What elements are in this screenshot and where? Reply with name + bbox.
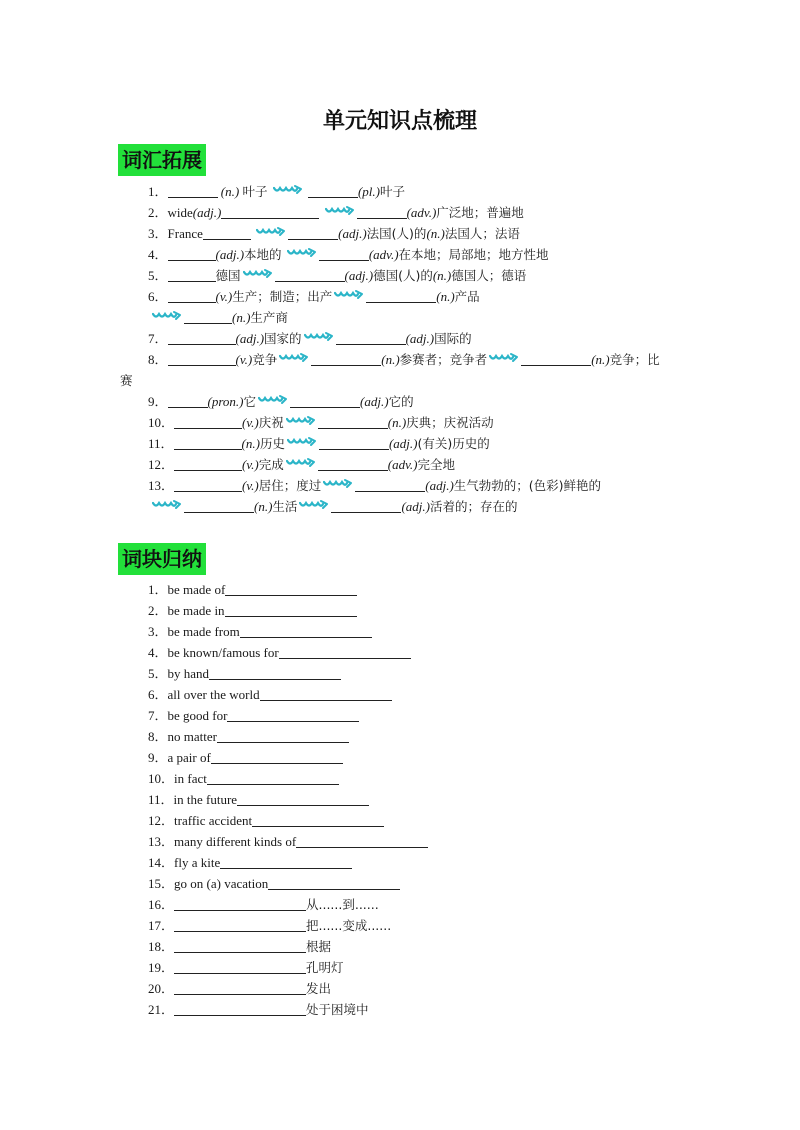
answer-blank[interactable] (168, 288, 216, 303)
meaning-text: 广泛地；普遍地 (436, 205, 524, 220)
vocab-item-13 (148, 475, 601, 496)
phrase-item-20 (148, 978, 331, 999)
phrase-item-11 (148, 789, 369, 810)
meaning-text: 竞争；比 (609, 352, 660, 367)
answer-blank[interactable] (319, 435, 389, 450)
answer-blank[interactable] (336, 330, 406, 345)
item-number: 2． (148, 603, 168, 618)
meaning-text: 活着的；存在的 (429, 499, 518, 514)
vocab-item-6-cont (150, 307, 288, 328)
answer-blank[interactable] (174, 959, 306, 974)
meaning-text: 居住；度过 (258, 478, 322, 493)
vocab-item-3 (148, 223, 520, 244)
meaning-text: 赛 (120, 373, 133, 388)
item-number: 3． (148, 226, 168, 241)
vocab-item-5 (148, 265, 526, 286)
item-number: 17． (148, 918, 175, 933)
section-heading-vocabulary: 词汇拓展 (118, 144, 206, 176)
part-of-speech: (v.) (215, 289, 233, 304)
meaning-text: 叶子 (242, 184, 268, 199)
part-of-speech: (v.) (242, 415, 259, 430)
answer-blank[interactable] (174, 896, 306, 911)
phrase-text: in the future (173, 792, 238, 807)
part-of-speech: (adj.) (235, 331, 265, 346)
answer-blank[interactable] (168, 393, 208, 408)
vocab-item-6 (148, 286, 480, 307)
phrase-item-3 (148, 621, 372, 642)
item-number: 13． (148, 478, 175, 493)
page-title: 单元知识点梳理 (322, 109, 477, 134)
part-of-speech: (adj.) (344, 268, 374, 283)
answer-blank[interactable] (318, 456, 388, 471)
phrase-item-7 (148, 705, 359, 726)
answer-blank[interactable] (311, 351, 381, 366)
phrase-text: in fact (174, 771, 207, 786)
part-of-speech: (n.) (387, 415, 407, 430)
answer-blank[interactable] (168, 246, 216, 261)
answer-blank[interactable] (221, 204, 319, 219)
answer-blank[interactable] (207, 770, 339, 785)
answer-blank[interactable] (174, 1001, 306, 1016)
item-number: 1． (148, 184, 168, 199)
vocab-item-13-cont (150, 496, 517, 517)
part-of-speech: (adj.) (192, 205, 222, 220)
phrase-text: be made of (167, 582, 226, 597)
item-number: 13． (148, 834, 175, 849)
answer-blank[interactable] (288, 225, 338, 240)
vocab-item-8-cont (120, 370, 133, 391)
wave-arrow-icon (287, 247, 317, 259)
item-number: 12． (148, 813, 175, 828)
part-of-speech: (n.) (381, 352, 400, 367)
phrase-text: by hand (167, 666, 210, 681)
part-of-speech: (pl.) (357, 184, 380, 199)
meaning-text: 叶子 (379, 184, 405, 199)
answer-blank[interactable] (225, 581, 357, 596)
phrase-text: no matter (167, 729, 217, 744)
phrase-text: be made from (167, 624, 240, 639)
wave-arrow-icon (299, 499, 329, 511)
vocab-item-7 (148, 328, 472, 349)
phrase-item-1 (148, 579, 357, 600)
item-number: 14． (148, 855, 175, 870)
meaning-text: 国家的 (264, 331, 302, 346)
meaning-text: 孔明灯 (306, 960, 344, 975)
part-of-speech: (adj.) (401, 499, 430, 514)
part-of-speech: (adv.) (406, 205, 437, 220)
wave-arrow-icon (323, 478, 353, 490)
part-of-speech: (n.) (220, 184, 240, 199)
answer-blank[interactable] (174, 414, 242, 429)
answer-blank[interactable] (211, 749, 343, 764)
phrase-item-13 (148, 831, 428, 852)
phrase-item-2 (148, 600, 357, 621)
answer-blank[interactable] (184, 498, 254, 513)
answer-blank[interactable] (209, 665, 341, 680)
answer-blank[interactable] (318, 414, 388, 429)
meaning-text: 德国人；德语 (451, 268, 527, 283)
meaning-text: 法国(人)的 (366, 226, 427, 241)
item-number: 11． (148, 436, 174, 451)
item-number: 12． (148, 457, 175, 472)
vocab-item-4 (148, 244, 549, 265)
item-number: 3． (148, 624, 168, 639)
meaning-text: 把......变成...... (306, 918, 392, 933)
meaning-text: 完全地 (417, 457, 455, 472)
meaning-text: 参赛者；竞争者 (399, 352, 488, 367)
wave-arrow-icon (286, 457, 316, 469)
meaning-text: 生产商 (250, 310, 288, 325)
meaning-text: 完成 (258, 457, 284, 472)
meaning-text: 生活 (272, 499, 298, 514)
item-number: 6． (148, 687, 168, 702)
part-of-speech: (n.) (254, 499, 273, 514)
wave-arrow-icon (325, 205, 355, 217)
item-number: 1． (148, 582, 168, 597)
phrase-text: many different kinds of (174, 834, 297, 849)
meaning-text: 庆祝 (258, 415, 284, 430)
phrase-text: be good for (167, 708, 228, 723)
part-of-speech: (v.) (235, 352, 253, 367)
phrase-item-8 (148, 726, 349, 747)
answer-blank[interactable] (174, 477, 242, 492)
meaning-text: (有关)历史的 (417, 436, 490, 451)
item-number: 5． (148, 666, 168, 681)
meaning-text: 庆典；庆祝活动 (406, 415, 494, 430)
item-number: 18． (148, 939, 175, 954)
item-number: 6． (148, 289, 168, 304)
item-number: 10． (148, 415, 175, 430)
answer-blank[interactable] (168, 330, 236, 345)
wave-arrow-icon (279, 352, 309, 364)
meaning-text: 法国人；法语 (444, 226, 520, 241)
part-of-speech: (adj.) (405, 331, 435, 346)
item-number: 9． (148, 394, 168, 409)
phrase-item-21 (148, 999, 369, 1020)
phrase-text: fly a kite (174, 855, 221, 870)
meaning-text: 生产；制造；出产 (232, 289, 333, 304)
meaning-text: 根据 (306, 939, 332, 954)
meaning-text: 德国(人)的 (373, 268, 433, 283)
answer-blank[interactable] (521, 351, 591, 366)
answer-blank[interactable] (296, 833, 428, 848)
part-of-speech: (v.) (242, 457, 259, 472)
phrase-item-10 (148, 768, 339, 789)
part-of-speech: (n.) (432, 268, 452, 283)
answer-blank[interactable] (168, 267, 216, 282)
meaning-text: 生气勃勃的；(色彩)鲜艳的 (453, 478, 602, 493)
part-of-speech: (adj.) (338, 226, 367, 241)
vocab-item-1 (148, 181, 405, 202)
answer-blank[interactable] (184, 309, 232, 324)
answer-blank[interactable] (279, 644, 411, 659)
phrase-text: a pair of (167, 750, 211, 765)
answer-blank[interactable] (308, 183, 358, 198)
meaning-text: 竞争 (252, 352, 278, 367)
answer-blank[interactable] (366, 288, 436, 303)
meaning-text: 历史 (259, 436, 285, 451)
section-heading-phrases: 词块归纳 (118, 543, 206, 575)
item-number: 19． (148, 960, 175, 975)
answer-blank[interactable] (174, 917, 306, 932)
vocab-item-2 (148, 202, 524, 223)
answer-blank[interactable] (220, 854, 352, 869)
answer-blank[interactable] (268, 875, 400, 890)
wave-arrow-icon (243, 268, 273, 280)
part-of-speech: (n.) (591, 352, 610, 367)
answer-blank[interactable] (260, 686, 392, 701)
answer-blank[interactable] (174, 938, 306, 953)
meaning-text: 本地的 (244, 247, 282, 262)
item-number: 8． (148, 729, 168, 744)
wave-arrow-icon (152, 499, 182, 511)
phrase-item-6 (148, 684, 392, 705)
item-number: 4． (148, 645, 168, 660)
item-number: 5． (148, 268, 168, 283)
answer-blank[interactable] (357, 204, 407, 219)
phrase-text: be made in (167, 603, 225, 618)
word-text: wide (167, 205, 193, 220)
part-of-speech: (v.) (242, 478, 259, 493)
answer-blank[interactable] (331, 498, 401, 513)
wave-arrow-icon (304, 331, 334, 343)
meaning-text: 国际的 (434, 331, 472, 346)
phrase-item-9 (148, 747, 343, 768)
phrase-item-17 (148, 915, 391, 936)
meaning-text: 发出 (306, 981, 332, 996)
item-number: 21． (148, 1002, 175, 1017)
answer-blank[interactable] (275, 267, 345, 282)
meaning-text: 它的 (388, 394, 414, 409)
phrase-item-18 (148, 936, 331, 957)
item-number: 10． (148, 771, 175, 786)
answer-blank[interactable] (217, 728, 349, 743)
vocab-item-11 (148, 433, 490, 454)
wave-arrow-icon (287, 436, 317, 448)
item-number: 8． (148, 352, 168, 367)
phrase-item-12 (148, 810, 384, 831)
answer-blank[interactable] (237, 791, 369, 806)
part-of-speech: (n.) (436, 289, 455, 304)
wave-arrow-icon (334, 289, 364, 301)
phrase-text: traffic accident (174, 813, 253, 828)
part-of-speech: (adv.) (387, 457, 418, 472)
item-number: 7． (148, 331, 168, 346)
answer-blank[interactable] (290, 393, 360, 408)
answer-blank[interactable] (168, 351, 236, 366)
item-number: 9． (148, 750, 168, 765)
vocab-item-12 (148, 454, 455, 475)
meaning-text: 在本地；局部地；地方性地 (398, 247, 549, 262)
wave-arrow-icon (489, 352, 519, 364)
item-number: 16． (148, 897, 175, 912)
meaning-text: 它 (243, 394, 257, 409)
part-of-speech: (n.) (232, 310, 251, 325)
part-of-speech: (adv.) (368, 247, 399, 262)
phrase-item-16 (148, 894, 379, 915)
answer-blank[interactable] (203, 225, 251, 240)
vocab-item-9 (148, 391, 414, 412)
meaning-text: 从......到...... (306, 897, 379, 912)
part-of-speech: (adj.) (360, 394, 389, 409)
word-text: France (167, 226, 203, 241)
vocab-item-10 (148, 412, 494, 433)
item-number: 15． (148, 876, 175, 891)
wave-arrow-icon (286, 415, 316, 427)
part-of-speech: (pron.) (207, 394, 244, 409)
phrase-text: go on (a) vacation (174, 876, 269, 891)
part-of-speech: (n.) (241, 436, 260, 451)
answer-blank[interactable] (174, 435, 242, 450)
answer-blank[interactable] (168, 183, 218, 198)
phrase-text: all over the world (167, 687, 260, 702)
meaning-text: 德国 (215, 268, 241, 283)
item-number: 11． (148, 792, 174, 807)
item-number: 2． (148, 205, 168, 220)
answer-blank[interactable] (174, 980, 306, 995)
answer-blank[interactable] (319, 246, 369, 261)
answer-blank[interactable] (240, 623, 372, 638)
part-of-speech: (adj.) (215, 247, 245, 262)
part-of-speech: (adj.) (425, 478, 454, 493)
phrase-item-4 (148, 642, 411, 663)
answer-blank[interactable] (252, 812, 384, 827)
phrase-item-19 (148, 957, 344, 978)
item-number: 7． (148, 708, 168, 723)
wave-arrow-icon (258, 394, 288, 406)
answer-blank[interactable] (227, 707, 359, 722)
phrase-item-5 (148, 663, 341, 684)
part-of-speech: (adj.) (388, 436, 418, 451)
phrase-item-14 (148, 852, 352, 873)
wave-arrow-icon (256, 226, 286, 238)
wave-arrow-icon (273, 184, 303, 196)
item-number: 20． (148, 981, 175, 996)
wave-arrow-icon (152, 310, 182, 322)
answer-blank[interactable] (225, 602, 357, 617)
item-number: 4． (148, 247, 168, 262)
phrase-text: be known/famous for (167, 645, 279, 660)
answer-blank[interactable] (174, 456, 242, 471)
part-of-speech: (n.) (426, 226, 445, 241)
meaning-text: 处于困境中 (306, 1002, 369, 1017)
vocab-item-8 (148, 349, 660, 370)
meaning-text: 产品 (454, 289, 480, 304)
answer-blank[interactable] (355, 477, 425, 492)
phrase-item-15 (148, 873, 400, 894)
